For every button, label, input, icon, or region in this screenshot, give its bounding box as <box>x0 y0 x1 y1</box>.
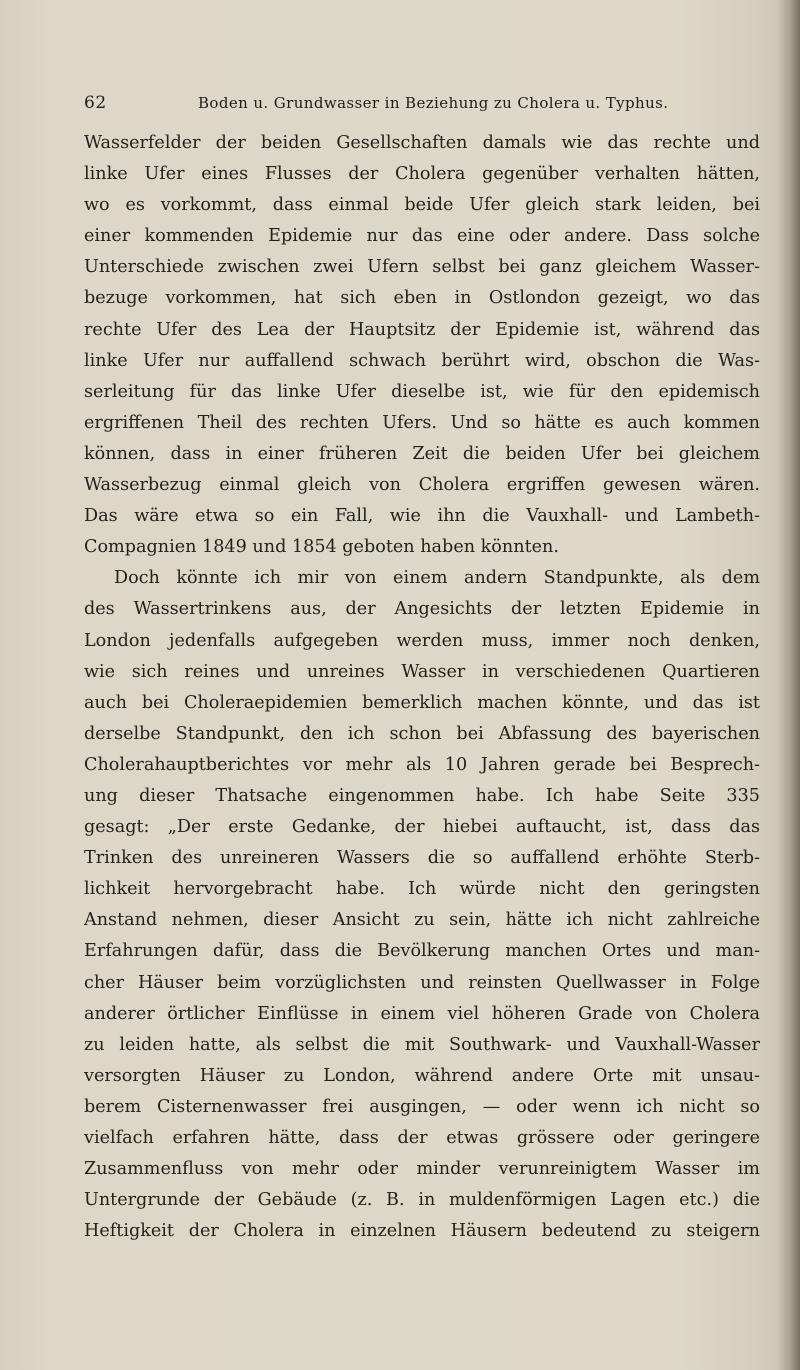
running-title: Boden u. Grundwasser in Beziehung zu Cholera u. Typhus. <box>198 94 669 112</box>
body-text <box>84 128 760 1247</box>
text-line: Wasserbezug einmal gleich von Cholera ergriffen gewesen wären. <box>84 475 760 496</box>
text-line: wie sich reines und unreines Wasser in verschiedenen Quartieren <box>84 661 760 682</box>
text-line: Anstand nehmen, dieser Ansicht zu sein, hätte ich nicht zahlreiche <box>84 910 760 931</box>
text-line: Trinken des unreineren Wassers die so auffallend erhöhte Sterb- <box>84 848 760 869</box>
text-line: zu leiden hatte, als selbst die mit Southwark- und Vauxhall-Wasser <box>84 1034 760 1055</box>
text-line: Erfahrungen dafür, dass die Bevölkerung manchen Ortes und man- <box>84 941 760 962</box>
running-header <box>84 93 704 119</box>
text-line: ung dieser Thatsache eingenommen habe. Ich habe Seite 335 <box>84 785 760 806</box>
text-line: Zusammenfluss von mehr oder minder verunreinigtem Wasser im <box>84 1159 760 1180</box>
paragraph-end-line: Compagnien 1849 und 1854 geboten haben könnten. <box>84 537 559 558</box>
text-line: des Wassertrinkens aus, der Angesichts der letzten Epidemie in <box>84 599 760 620</box>
paragraph-start-line: Doch könnte ich mir von einem andern Standpunkte, als dem <box>114 568 760 589</box>
text-line: vielfach erfahren hätte, dass der etwas grössere oder geringere <box>84 1128 760 1148</box>
text-line: wo es vorkommt, dass einmal beide Ufer gleich stark leiden, bei <box>84 195 760 216</box>
text-line: können, dass in einer früheren Zeit die beiden Ufer bei gleichem <box>84 443 760 464</box>
text-line: linke Ufer nur auffallend schwach berührt wird, obschon die Was- <box>84 350 760 371</box>
text-line: lichkeit hervorgebracht habe. Ich würde nicht den geringsten <box>84 879 760 900</box>
page-edge-shadow <box>778 0 800 1370</box>
text-line: anderer örtlicher Einflüsse in einem viel höheren Grade von Cholera <box>84 1003 760 1024</box>
text-line: auch bei Choleraepidemien bemerklich machen könnte, und das ist <box>84 692 760 713</box>
text-line: berem Cisternenwasser frei ausgingen, — oder wenn ich nicht so <box>84 1096 760 1117</box>
text-line: ergriffenen Theil des rechten Ufers. Und so hätte es auch kommen <box>84 412 760 433</box>
text-line: bezuge vorkommen, hat sich eben in Ostlondon gezeigt, wo das <box>84 288 760 309</box>
text-line: derselbe Standpunkt, den ich schon bei Abfassung des bayerischen <box>84 723 760 744</box>
text-line: Cholerahauptberichtes vor mehr als 10 Jahren gerade bei Besprech- <box>84 754 760 775</box>
text-line: rechte Ufer des Lea der Hauptsitz der Epidemie ist, während das <box>84 319 760 340</box>
text-line: serleitung für das linke Ufer dieselbe ist, wie für den epidemisch <box>84 381 760 402</box>
text-line: Heftigkeit der Cholera in einzelnen Häusern bedeutend zu steigern <box>84 1221 760 1242</box>
text-line: Wasserfelder der beiden Gesellschaften damals wie das rechte und <box>84 133 760 153</box>
text-line: Unterschiede zwischen zwei Ufern selbst bei ganz gleichem Wasser- <box>84 257 760 278</box>
text-line: Untergrunde der Gebäude (z. B. in muldenförmigen Lagen etc.) die <box>84 1190 760 1211</box>
text-line: Das wäre etwa so ein Fall, wie ihn die Vauxhall- und Lambeth- <box>84 506 760 527</box>
text-line: cher Häuser beim vorzüglichsten und reinsten Quellwasser in Folge <box>84 972 760 993</box>
text-line: London jedenfalls aufgegeben werden muss, immer noch denken, <box>84 630 760 651</box>
page-number: 62 <box>84 93 107 113</box>
text-line: einer kommenden Epidemie nur das eine oder andere. Dass solche <box>84 226 760 247</box>
text-line: versorgten Häuser zu London, während andere Orte mit unsau- <box>84 1065 760 1086</box>
text-line: linke Ufer eines Flusses der Cholera gegenüber verhalten hätten, <box>84 164 760 185</box>
text-line: gesagt: „Der erste Gedanke, der hiebei auftaucht, ist, dass das <box>84 817 760 838</box>
